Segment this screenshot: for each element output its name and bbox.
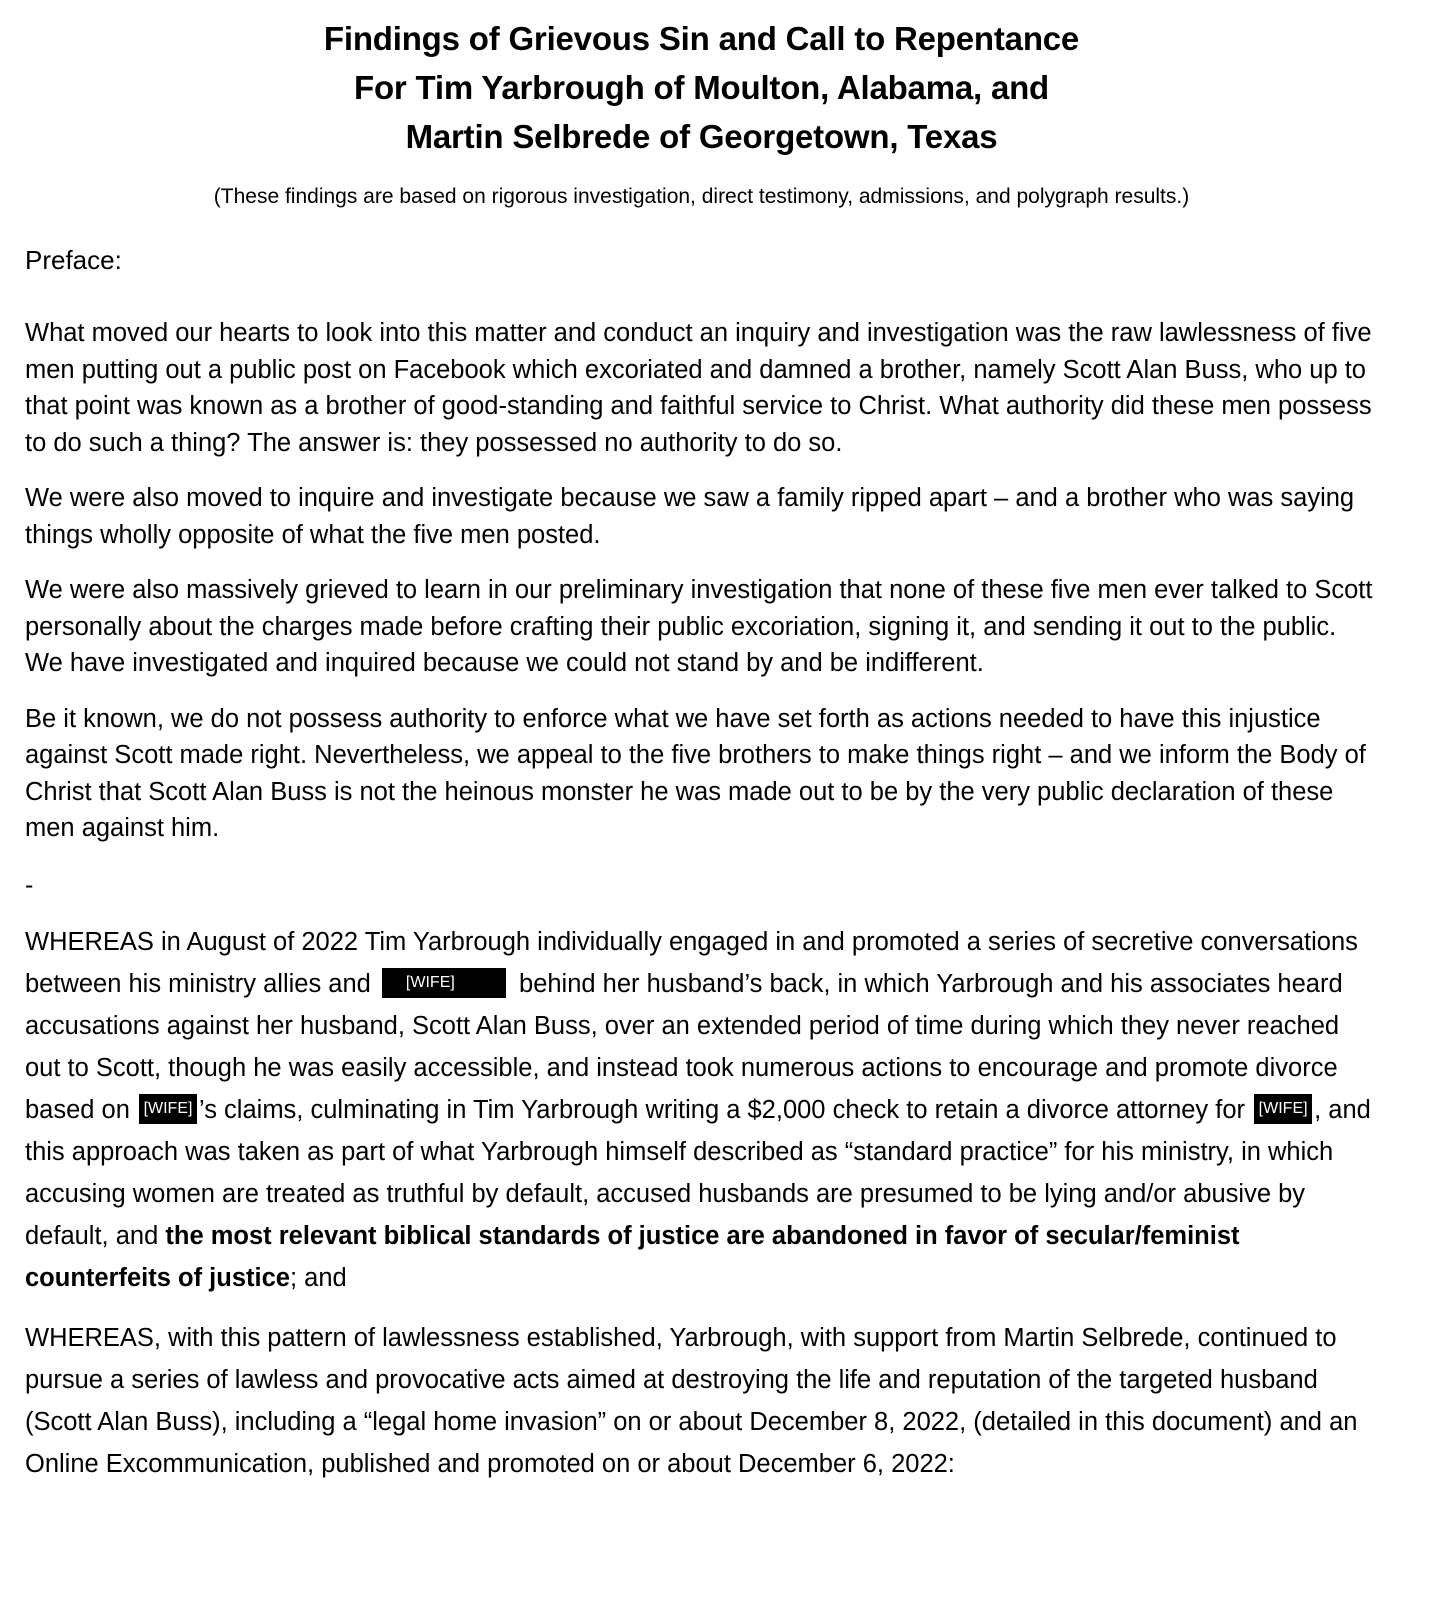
preface-paragraph-3: We were also massively grieved to learn in our preliminary investigation that none of these five men ever talked to Scott personally about the charges made before crafting their public excoriation, signing it, and sending it out to the public. We have investigated and inquired because we could not stand by and be indifferent. [25,576,1373,677]
document-subtitle: (These findings are based on rigorous investigation, direct testimony, admissions, and polygraph results.) [213,185,1190,208]
title-line-1: Findings of Grievous Sin and Call to Repentance [323,20,1080,57]
redaction-wife-2: [WIFE] [139,1094,197,1124]
preface-paragraph-4: Be it known, we do not possess authority to enforce what we have set forth as actions needed to have this injustice against Scott made right. Nevertheless, we appeal to the five brothers to make things right – and we inform the Body of Christ that Scott Alan Buss is not the heinous monster he was made out to be by the very public declaration of these men against him. [25,704,1366,842]
whereas-1-text-part-4: , and this approach was taken as part of what Yarbrough himself described as “standard practice” for his ministry, in which accusing women are treated as truthful by default, accused husbands are presumed to be lying and/or abusive by default, and [25,1095,1371,1250]
document-title [25,14,1378,161]
preface-paragraph-2: We were also moved to inquire and investigate because we saw a family ripped apart – and a brother who was saying things wholly opposite of what the five men posted. [25,484,1355,549]
title-line-3: Martin Selbrede of Georgetown, Texas [405,118,998,155]
redaction-wife-3: [WIFE] [1254,1094,1312,1124]
preface-heading: Preface: [25,245,122,275]
preface-paragraph-1: What moved our hearts to look into this matter and conduct an inquiry and investigation was the raw lawlessness of five men putting out a public post on Facebook which excoriated and damned a brother, namely Scott Alan Buss, who up to that point was known as a brother of good-standing and faithful service to Christ. What authority did these men possess to do such a thing? The answer is: they possessed no authority to do so. [25,319,1372,457]
whereas-1-text-part-3: ’s claims, culminating in Tim Yarbrough writing a $2,000 check to retain a divorce attorney for [199,1095,1253,1124]
whereas-1-text-part-2: behind her husband’s back, in which Yarbrough and his associates heard accusations against her husband, Scott Alan Buss, over an extended period of time during which they never reached out to Scott, though he was easily accessible, and instead took numerous actions to encourage and promote divorce based on [25,969,1343,1124]
whereas-1-bold-text: the most relevant biblical standards of justice are abandoned in favor of secular/feminist counterfeits of justice [25,1221,1240,1292]
title-line-2: For Tim Yarbrough of Moulton, Alabama, and [353,69,1050,106]
whereas-1-text-part-5: ; and [289,1263,347,1292]
section-separator: - [25,870,34,899]
whereas-paragraph-1 [25,921,1378,1299]
redaction-wife-1: [WIFE] [382,968,506,998]
whereas-1-text-part-1: WHEREAS in August of 2022 Tim Yarbrough individually engaged in and promoted a series of secretive conversations between his ministry allies and [25,927,1358,998]
whereas-paragraph-2: WHEREAS, with this pattern of lawlessness established, Yarbrough, with support from Martin Selbrede, continued to pursue a series of lawless and provocative acts aimed at destroying the life and reputation of the targeted husband (Scott Alan Buss), including a “legal home invasion” on or about December 8, 2022, (detailed in this document) and an Online Excommunication, published and promoted on or about December 6, 2022: [25,1323,1358,1478]
